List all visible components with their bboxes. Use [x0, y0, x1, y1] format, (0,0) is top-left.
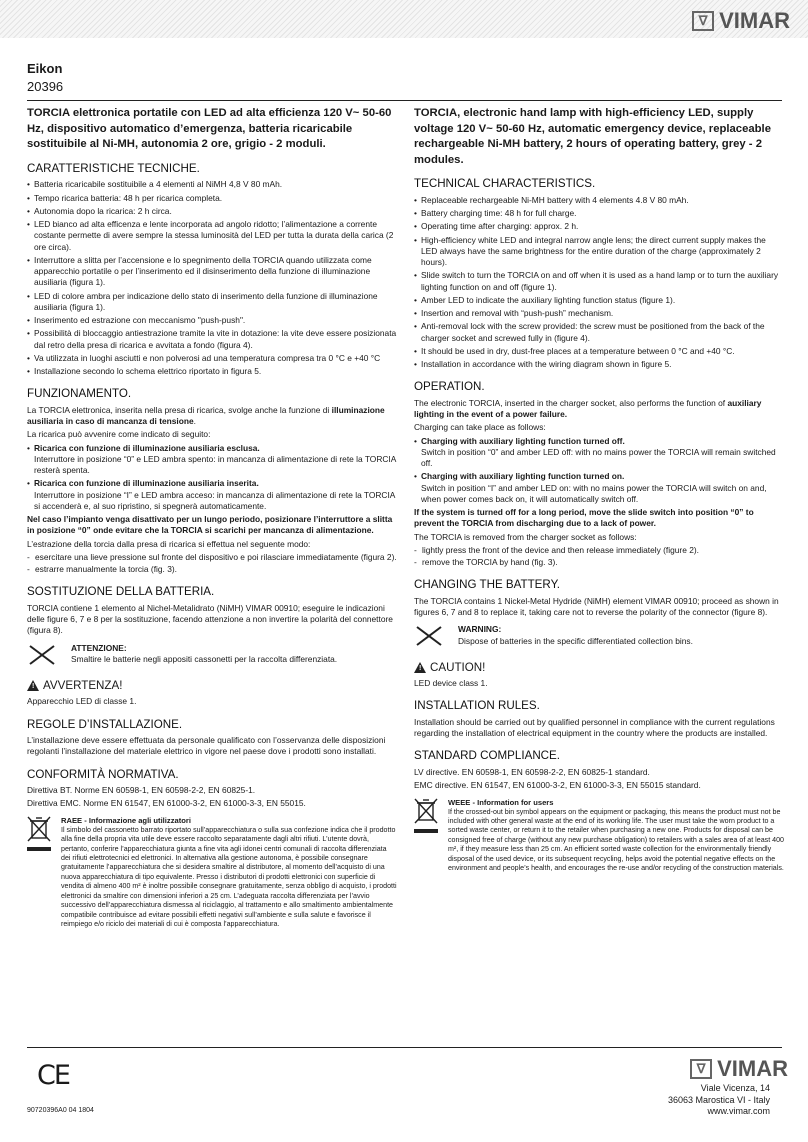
tech-heading-it: CARATTERISTICHE TECNICHE. — [27, 161, 200, 175]
tech-heading-en: TECHNICAL CHARACTERISTICS. — [414, 177, 596, 191]
list-item: - remove the TORCIA by hand (fig. 3). — [414, 557, 784, 568]
warning-title-it: ATTENZIONE: — [71, 642, 127, 653]
list-item: • Autonomia dopo la ricarica: 2 h circa. — [27, 206, 397, 217]
weee-title-it: RAEE - Informazione agli utilizzatori — [61, 815, 191, 825]
website-link[interactable]: www.vimar.com — [707, 1106, 770, 1117]
list-item: • Batteria ricaricabile sostituibile a 4 elementi al NiMH 4,8 V 80 mAh. — [27, 179, 397, 190]
product-code: 20396 — [27, 79, 64, 94]
weee-bar — [27, 847, 51, 851]
crossed-bin-icon — [414, 624, 444, 648]
brand-logo-bottom — [690, 1056, 788, 1082]
list-item: • LED di colore ambra per indicazione dello stato di inserimento della funzione di illuminazione ausiliaria (figura 1). — [27, 291, 397, 314]
battery-text-en: The TORCIA contains 1 Nickel-Metal Hydride (NiMH) element VIMAR 00910; proceed as shown in figures 6, 7 and 8 to replace it, taking care not to reverse the polarity of the connector (figure 8). — [414, 595, 779, 618]
operation-intro-it: La TORCIA elettronica, inserita nella presa di ricarica, svolge anche la funzione di illuminazione ausiliaria in caso di mancanza di tensione. — [27, 404, 385, 427]
list-item: • Possibilità di bloccaggio antiestrazione tramite la vite in dotazione: la vite deve essere posizionata dal retro della presa di ricarica e avvitata a fondo (figura 4). — [27, 328, 397, 351]
weee-text-it: Il simbolo del cassonetto barrato riportato sull’apparecchiatura o sulla sua confezione indica che il prodotto alla fine della propria vita utile deve essere raccolto separatamente dagli altri rifiuti. L’utente dovrà, pertanto, conferire l’apparecchiatura giunta a fine vita agli idonei centri comunali di raccolta differenziata dei rifiuti elettrotecnici ed elettronici. In alternativa alla gestione autonoma, è possibile consegnare gratuitamente l’apparecchiatura che si desidera smaltire al distributore, al momento dell’acquisto di una nuova apparecchiatura di tipo equivalente. Presso i distributori di prodotti elettronici con superficie di vendita di almeno 400 m² è inoltre possibile consegnare gratuitamente, senza obbligo di acquisto, i prodotti elettronici da smaltire con dimensioni inferiori a 25 cm. L’adeguata raccolta differenziata per l’avvio successivo dell’apparecchiatura dismessa al riciclaggio, al trattamento e allo smaltimento ambientalmente compatibile contribuisce ad evitare possibili effetti negativi sull’ambiente e sulla salute e favorisce il reimpiego e/o riciclo dei materiali di cui è composta l’apparecchiatura. — [61, 825, 397, 928]
list-item: • Insertion and removal with “push-push” mechanism. — [414, 308, 784, 319]
list-item: • It should be used in dry, dust-free places at a temperature between 0 °C and +40 °C. — [414, 346, 784, 357]
battery-heading-it: SOSTITUZIONE DELLA BATTERIA. — [27, 585, 215, 599]
address-line: Viale Vicenza, 14 — [700, 1083, 770, 1093]
list-item: - lightly press the front of the device and then release immediately (figure 2). — [414, 545, 784, 556]
list-item: • High-efficiency white LED and integral narrow angle lens; the direct current supply makes the LED always have the same brightness for the entire duration of the charge (approximately 2 hours). — [414, 235, 784, 269]
list-item: • Inserimento ed estrazione con meccanismo "push-push". — [27, 315, 397, 326]
caution-heading-it: ! AVVERTENZA! — [27, 678, 397, 694]
list-item: • Battery charging time: 48 h for full charge. — [414, 208, 784, 219]
vimar-logo-icon: ∇ — [692, 11, 714, 31]
company-address — [668, 1083, 770, 1118]
warning-text-en: Dispose of batteries in the specific differentiated collection bins. — [458, 635, 693, 646]
battery-text-it: TORCIA contiene 1 elemento al Nichel-Metalidrato (NiMH) VIMAR 00910; eseguire le indicazioni delle figure 6, 7 e 8 per la sostituzione, facendo attenzione a non invertire la polarità del connettore (figura 8). — [27, 602, 393, 636]
list-item: • LED bianco ad alta efficenza e lente incorporata ad angolo ridotto; l’alimentazione a corrente costante permette di avere sempre la stessa luminosità del LED per tutta la durata della carica (2 ore circa). — [27, 219, 397, 253]
operation-heading-it: FUNZIONAMENTO. — [27, 387, 132, 401]
caution-heading-en: ! CAUTION! — [414, 660, 784, 676]
warning-triangle-icon: ! — [27, 680, 39, 691]
warning-title-en: WARNING: — [458, 624, 502, 635]
italian-column — [27, 106, 397, 929]
list-item: • Ricarica con funzione di illuminazione ausiliaria esclusa. Interruttore in posizione “0” e LED ambra spento: in mancanza di alimentazione di rete la TORCIA resterà spenta. — [27, 443, 397, 477]
operation-charge-it: La ricarica può avvenire come indicato di seguito: — [27, 429, 211, 440]
compliance-line-en: LV directive. EN 60598-1, EN 60598-2-2, EN 60825-1 standard. — [414, 767, 650, 777]
header-pattern-bar — [0, 0, 808, 38]
weee-box-en — [414, 798, 784, 874]
list-item: • Ricarica con funzione di illuminazione ausiliaria inserita. Interruttore in posizione “I” e LED ambra acceso: in mancanza di alimentazione di rete la TORCIA si accenderà e, al suo ripristino, si spegnerà automaticamente. — [27, 478, 397, 512]
list-item: • Tempo ricarica batteria: 48 h per ricarica completa. — [27, 193, 397, 204]
weee-box-it — [27, 816, 397, 930]
operation-note-it: Nel caso l’impianto venga disattivato per un lungo periodo, posizionare l’interruttore a slitta in posizione “0” onde evitare che la TORCIA si scarichi per mancanza di alimentazione. — [27, 514, 393, 536]
operation-intro-en: The electronic TORCIA, inserted in the charger socket, also performs the function of auxiliary lighting in the event of a power failure. — [414, 397, 762, 420]
compliance-line-en: EMC directive. EN 61547, EN 61000-3-2, EN 61000-3-3, EN 55015 standard. — [414, 780, 701, 791]
compliance-line-it: Direttiva BT. Norme EN 60598-1, EN 60598-2-2, EN 60825-1. — [27, 785, 256, 796]
battery-warning-en — [414, 624, 784, 651]
product-title-en: TORCIA, electronic hand lamp with high-efficiency LED, supply voltage 120 V~ 50-60 Hz, automatic emergency device, replaceable rechargeable Ni-MH battery, 2 hours of operating battery, grey - 2 modules. — [414, 107, 771, 166]
install-text-en: Installation should be carried out by qualified personnel in compliance with the current regulations regarding the installation of electrical equipment in the country where the products are installed. — [414, 716, 775, 739]
install-text-it: L’installazione deve essere effettuata da personale qualificato con l’osservanza delle disposizioni regolanti l’installazione del materiale elettrico in vigore nel paese dove i prodotti sono installati. — [27, 735, 386, 757]
operation-extract-en: The TORCIA is removed from the charger socket as follows: — [414, 531, 637, 542]
crossed-bin-icon — [27, 643, 57, 667]
operation-charge-en: Charging can take place as follows: — [414, 422, 546, 433]
list-item: • Amber LED to indicate the auxiliary lighting function status (figure 1). — [414, 295, 784, 306]
weee-title-en: WEEE - Information for users — [448, 797, 554, 807]
brand-name: VIMAR — [719, 8, 790, 33]
compliance-heading-en: STANDARD COMPLIANCE. — [414, 749, 561, 763]
tech-list-en — [414, 195, 784, 371]
list-item: • Charging with auxiliary lighting function turned on. Switch in position “I” and amber LED on: with no mains power the TORCIA will switch on and, when power comes back on, it will automatically switch off. — [414, 471, 784, 505]
list-item: • Anti-removal lock with the screw provided: the screw must be positioned from the back of the charger socket and screwed fully in (figure 4). — [414, 321, 784, 344]
vimar-logo-icon: ∇ — [690, 1059, 712, 1079]
compliance-line-it: Direttiva EMC. Norme EN 61547, EN 61000-3-2, EN 61000-3-3, EN 55015. — [27, 798, 306, 809]
list-item: • Installazione secondo lo schema elettrico riportato in figura 5. — [27, 366, 397, 377]
compliance-heading-it: CONFORMITÀ NORMATIVA. — [27, 767, 179, 781]
brand-logo-top — [692, 8, 790, 34]
list-item: • Replaceable rechargeable Ni-MH battery with 4 elements 4.8 V 80 mAh. — [414, 195, 784, 206]
list-item: • Slide switch to turn the TORCIA on and off when it is used as a hand lamp or to turn the auxiliary lighting function on and off (figure 1). — [414, 270, 784, 293]
install-heading-en: INSTALLATION RULES. — [414, 699, 540, 713]
header-divider — [27, 100, 782, 101]
ce-mark-icon: CE — [37, 1060, 69, 1091]
list-item: • Operating time after charging: approx. 2 h. — [414, 221, 784, 232]
list-item: - esercitare una lieve pressione sul fronte del dispositivo e poi rilasciare immediatamente (figura 2). — [27, 552, 397, 563]
operation-steps-en — [414, 545, 784, 569]
weee-text-en: If the crossed-out bin symbol appears on the equipment or packaging, this means the product must not be included with other general waste at the end of its working life. The user must take the worn product to a sorted waste center, or return it to the retailer when purchasing a new one. Products for disposal can be consigned free of charge (without any new purchase obligation) to retailers with a sales area of at least 400 m², if they measure less than 25 cm. An efficient sorted waste collection for the environmentally friendly disposal of the used device, or its subsequent recycling, helps avoid the potential negative effects on the environment and people’s health, and encourages the re-use and/or recycling of the construction materials. — [448, 807, 784, 873]
weee-bar — [414, 829, 438, 833]
list-item: • Installation in accordance with the wiring diagram shown in figure 5. — [414, 359, 784, 370]
product-line: Eikon — [27, 61, 63, 76]
crossed-bin-icon — [414, 798, 438, 824]
product-title-it: TORCIA elettronica portatile con LED ad alta efficienza 120 V~ 50-60 Hz, dispositivo automatico d’emergenza, batteria ricaricabile sostituibile al Ni-MH, autonomia 2 ore, grigio - 2 moduli. — [27, 107, 392, 151]
list-item: • Va utilizzata in luoghi asciutti e non polverosi ad una temperatura compresa tra 0 °C e +40 °C — [27, 353, 397, 364]
operation-note-en: If the system is turned off for a long period, move the slide switch into position “0” to prevent the TORCIA from discharging due to a lack of power. — [414, 507, 754, 529]
battery-warning-it — [27, 643, 397, 670]
warning-triangle-icon: ! — [414, 662, 426, 673]
caution-text-en: LED device class 1. — [414, 678, 488, 689]
operation-steps-it — [27, 552, 397, 576]
install-heading-it: REGOLE D’INSTALLAZIONE. — [27, 717, 183, 731]
english-column — [414, 106, 784, 874]
caution-text-it: Apparecchio LED di classe 1. — [27, 696, 137, 707]
doc-number: 90720396A0 04 1804 — [27, 1107, 94, 1114]
list-item: - estrarre manualmente la torcia (fig. 3). — [27, 564, 397, 575]
operation-cases-it — [27, 443, 397, 513]
crossed-bin-icon — [27, 816, 51, 842]
operation-cases-en — [414, 436, 784, 506]
list-item: • Charging with auxiliary lighting function turned off. Switch in position “0” and amber LED off: with no mains power the TORCIA will remain switched off. — [414, 436, 784, 470]
brand-name: VIMAR — [717, 1056, 788, 1081]
warning-text-it: Smaltire le batterie negli appositi cassonetti per la raccolta differenziata. — [71, 653, 338, 664]
address-line: 36063 Marostica VI - Italy — [667, 1094, 770, 1105]
operation-heading-en: OPERATION. — [414, 380, 485, 394]
tech-list-it — [27, 179, 397, 377]
list-item: • Interruttore a slitta per l’accensione e lo spegnimento della TORCIA quando utilizzata come apparecchio portatile o per l’inserimento ed il disinserimento della funzione di illuminazione ausiliaria (figura 1). — [27, 255, 397, 289]
battery-heading-en: CHANGING THE BATTERY. — [414, 578, 561, 592]
footer-divider — [27, 1047, 782, 1048]
operation-extract-it: L’estrazione della torcia dalla presa di ricarica si effettua nel seguente modo: — [27, 538, 311, 549]
